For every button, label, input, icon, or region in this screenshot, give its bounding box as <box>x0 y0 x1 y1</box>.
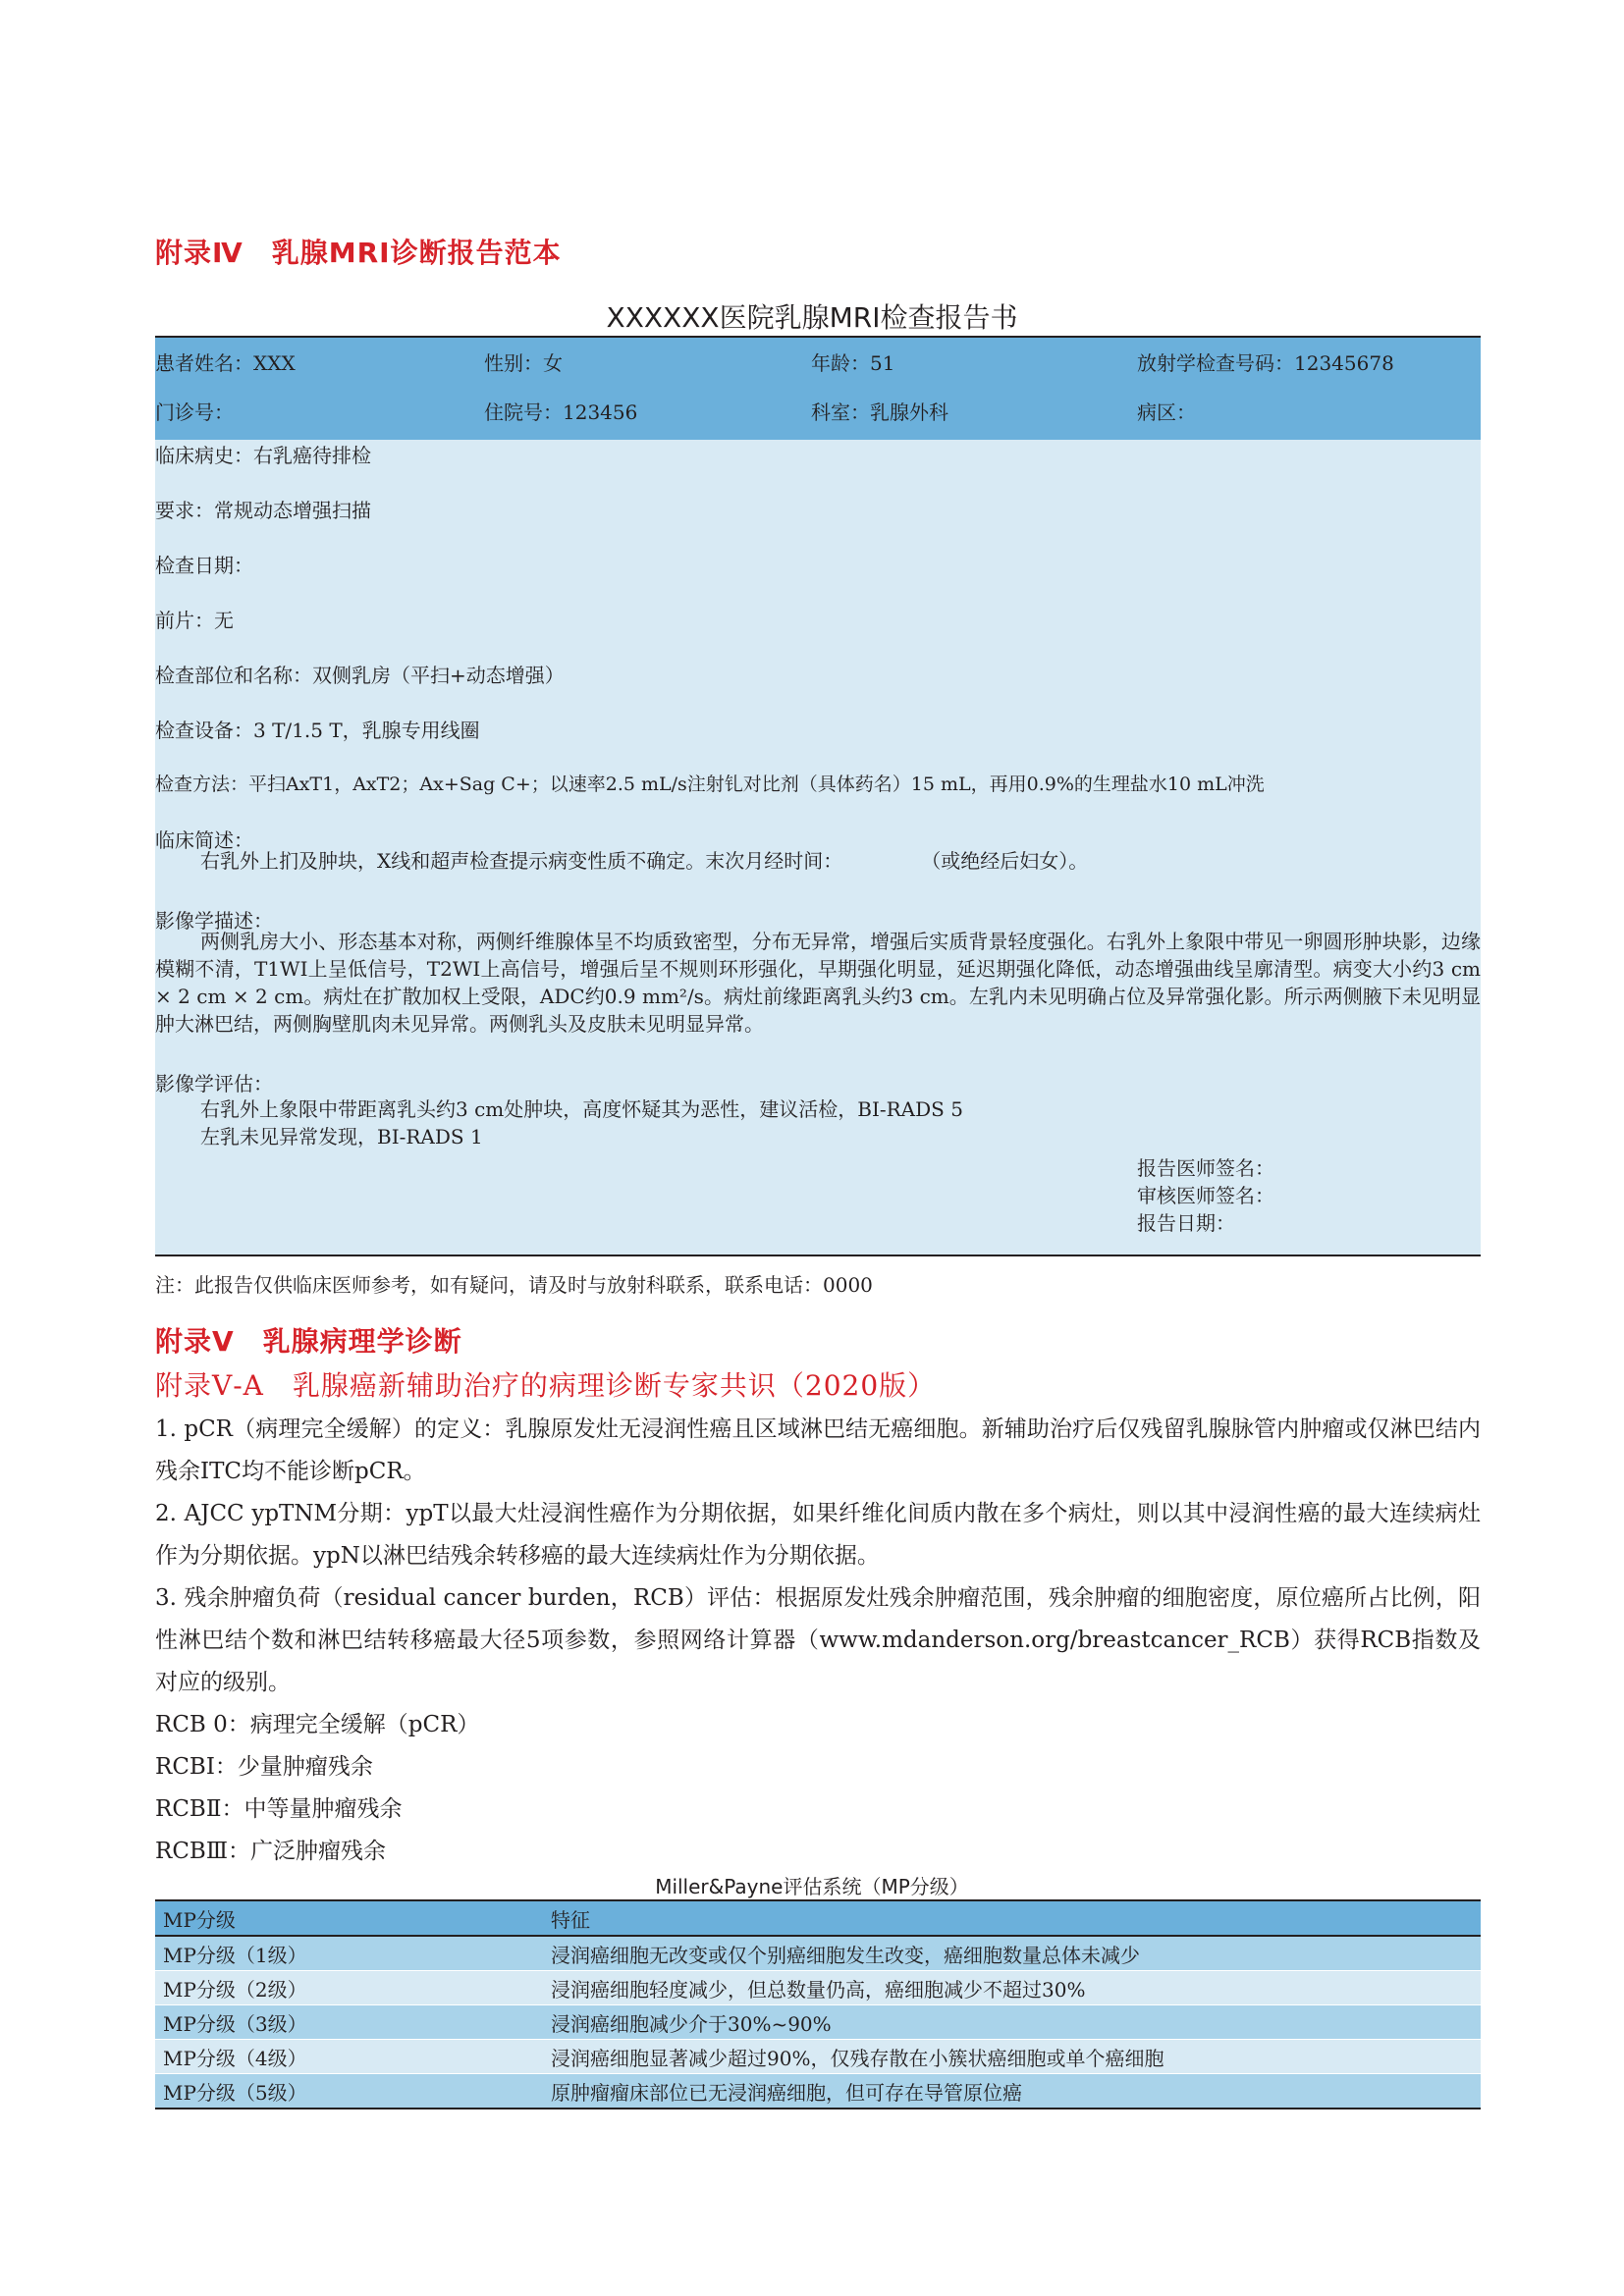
report-note: 注：此报告仅供临床医师参考，如有疑问，请及时与放射科联系，联系电话：0000 <box>155 1273 873 1297</box>
mp-grading-table <box>155 1899 1481 2109</box>
rcb-assessment: 3. 残余肿瘤负荷（residual cancer burden，RCB）评估：根据原发灶残余肿瘤范围，残余肿瘤的细胞密度，原位癌所占比例，阳性淋巴结个数和淋巴结转移癌最大径5项参数，参照网络计算器（www.mdanderson.org/breastcancer_RCB）获得RCB指数及对应的级别。 <box>155 1585 1481 1695</box>
feature-cell: 浸润癌细胞显著减少超过90%，仅残存散在小簇状癌细胞或单个癌细胞 <box>543 2040 1481 2074</box>
imaging-description: 两侧乳房大小、形态基本对称，两侧纤维腺体呈不均质致密型，分布无异常，增强后实质背景轻度强化。右乳外上象限中带见一卵圆形肿块影，边缘模糊不清，T1WI上呈低信号，T2WI上高信号，增强后呈不规则环形强化，早期强化明显，延迟期强化降低，动态增强曲线呈廓清型。病变大小约3 cm × 2 cm × 2 cm。病灶在扩散加权上受限，ADC约0.9 mm²/s。病灶前缘距离乳头约3 cm。左乳内未见明确占位及异常强化影。所示两侧腋下未见明显肿大淋巴结，两侧胸壁肌肉未见异常。两侧乳头及皮肤未见明显异常。 <box>155 930 1481 1036</box>
report-header <box>155 336 1481 442</box>
table-row <box>155 2005 1481 2040</box>
table-header-row <box>155 1900 1481 1936</box>
grade-cell: MP分级（1级） <box>155 1936 543 1971</box>
report-date: 报告日期： <box>1137 1211 1235 1235</box>
ward: 病区： <box>1137 400 1196 424</box>
exam-method: 检查方法：平扫AxT1，AxT2；Ax+Sag C+；以速率2.5 mL/s注射钆对比剂（具体药名）15 mL，再用0.9%的生理盐水10 mL冲洗 <box>155 774 1265 795</box>
pcr-definition: 1. pCR（病理完全缓解）的定义：乳腺原发灶无浸润性癌且区域淋巴结无癌细胞。新辅助治疗后仅残留乳腺脉管内肿瘤或仅淋巴结内残余ITC均不能诊断pCR。 <box>155 1416 1481 1484</box>
imaging-eval-right: 右乳外上象限中带距离乳头约3 cm处肿块，高度怀疑其为恶性，建议活检，BI-RADS 5 <box>200 1097 963 1121</box>
grade-cell: MP分级（2级） <box>155 1971 543 2005</box>
department: 科室：乳腺外科 <box>811 400 948 424</box>
column-header-feature: 特征 <box>543 1900 1481 1936</box>
imaging-eval-left: 左乳未见异常发现，BI-RADS 1 <box>200 1125 483 1148</box>
table-row <box>155 2040 1481 2074</box>
requirement: 要求：常规动态增强扫描 <box>155 499 371 522</box>
report-title: XXXXXX医院乳腺MRI检查报告书 <box>606 301 1018 334</box>
prior-film: 前片：无 <box>155 609 234 632</box>
table-row <box>155 2074 1481 2109</box>
imaging-eval-label: 影像学评估： <box>155 1072 273 1095</box>
column-header-grade: MP分级 <box>155 1900 543 1936</box>
grade-cell: MP分级（5级） <box>155 2074 543 2109</box>
feature-cell: 浸润癌细胞减少介于30%~90% <box>543 2005 1481 2040</box>
grade-cell: MP分级（3级） <box>155 2005 543 2040</box>
rcb-1: RCBⅠ：少量肿瘤残余 <box>155 1754 373 1780</box>
reviewing-doctor-signature: 审核医师签名： <box>1137 1184 1274 1207</box>
rcb-3: RCBⅢ：广泛肿瘤残余 <box>155 1839 386 1864</box>
equipment: 检查设备：3 T/1.5 T，乳腺专用线圈 <box>155 719 480 742</box>
table-row <box>155 1936 1481 1971</box>
feature-cell: 浸润癌细胞轻度减少，但总数量仍高，癌细胞减少不超过30% <box>543 1971 1481 2005</box>
inpatient-number: 住院号：123456 <box>484 400 638 424</box>
table-row <box>155 1971 1481 2005</box>
exam-site: 检查部位和名称：双侧乳房（平扫+动态增强） <box>155 664 565 687</box>
mp-table-title: Miller&Payne评估系统（MP分级） <box>655 1875 969 1898</box>
feature-cell: 原肿瘤瘤床部位已无浸润癌细胞，但可存在导管原位癌 <box>543 2074 1481 2109</box>
appendix-4-title: 附录Ⅳ 乳腺MRI诊断报告范本 <box>155 237 562 269</box>
patient-age: 年龄：51 <box>811 351 895 375</box>
appendix-5-title: 附录Ⅴ 乳腺病理学诊断 <box>155 1325 462 1358</box>
patient-sex: 性别：女 <box>484 351 563 375</box>
reporting-doctor-signature: 报告医师签名： <box>1137 1156 1274 1180</box>
grade-cell: MP分级（4级） <box>155 2040 543 2074</box>
exam-date: 检查日期： <box>155 554 253 577</box>
appendix-5a-subtitle: 附录Ⅴ-A 乳腺癌新辅助治疗的病理诊断专家共识（2020版） <box>155 1369 937 1402</box>
radiology-number: 放射学检查号码：12345678 <box>1137 351 1394 375</box>
feature-cell: 浸润癌细胞无改变或仅个别癌细胞发生改变，癌细胞数量总体未减少 <box>543 1936 1481 1971</box>
rcb-2: RCBⅡ：中等量肿瘤残余 <box>155 1796 403 1822</box>
ajcc-staging: 2. AJCC ypTNM分期：ypT以最大灶浸润性癌作为分期依据，如果纤维化间质内散在多个病灶，则以其中浸润性癌的最大连续病灶作为分期依据。ypN以淋巴结残余转移癌的最大连续病灶作为分期依据。 <box>155 1501 1481 1569</box>
clinical-summary-label: 临床简述： <box>155 828 253 852</box>
outpatient-number: 门诊号： <box>155 400 234 424</box>
report-body <box>155 440 1481 1256</box>
clinical-summary: 右乳外上扪及肿块，X线和超声检查提示病变性质不确定。末次月经时间： （或绝经后妇女）。 <box>200 849 1089 873</box>
clinical-history: 临床病史：右乳癌待排检 <box>155 444 371 467</box>
imaging-desc-label: 影像学描述： <box>155 909 273 933</box>
rcb-0: RCB 0：病理完全缓解（pCR） <box>155 1712 480 1737</box>
patient-name: 患者姓名：XXX <box>155 351 296 375</box>
